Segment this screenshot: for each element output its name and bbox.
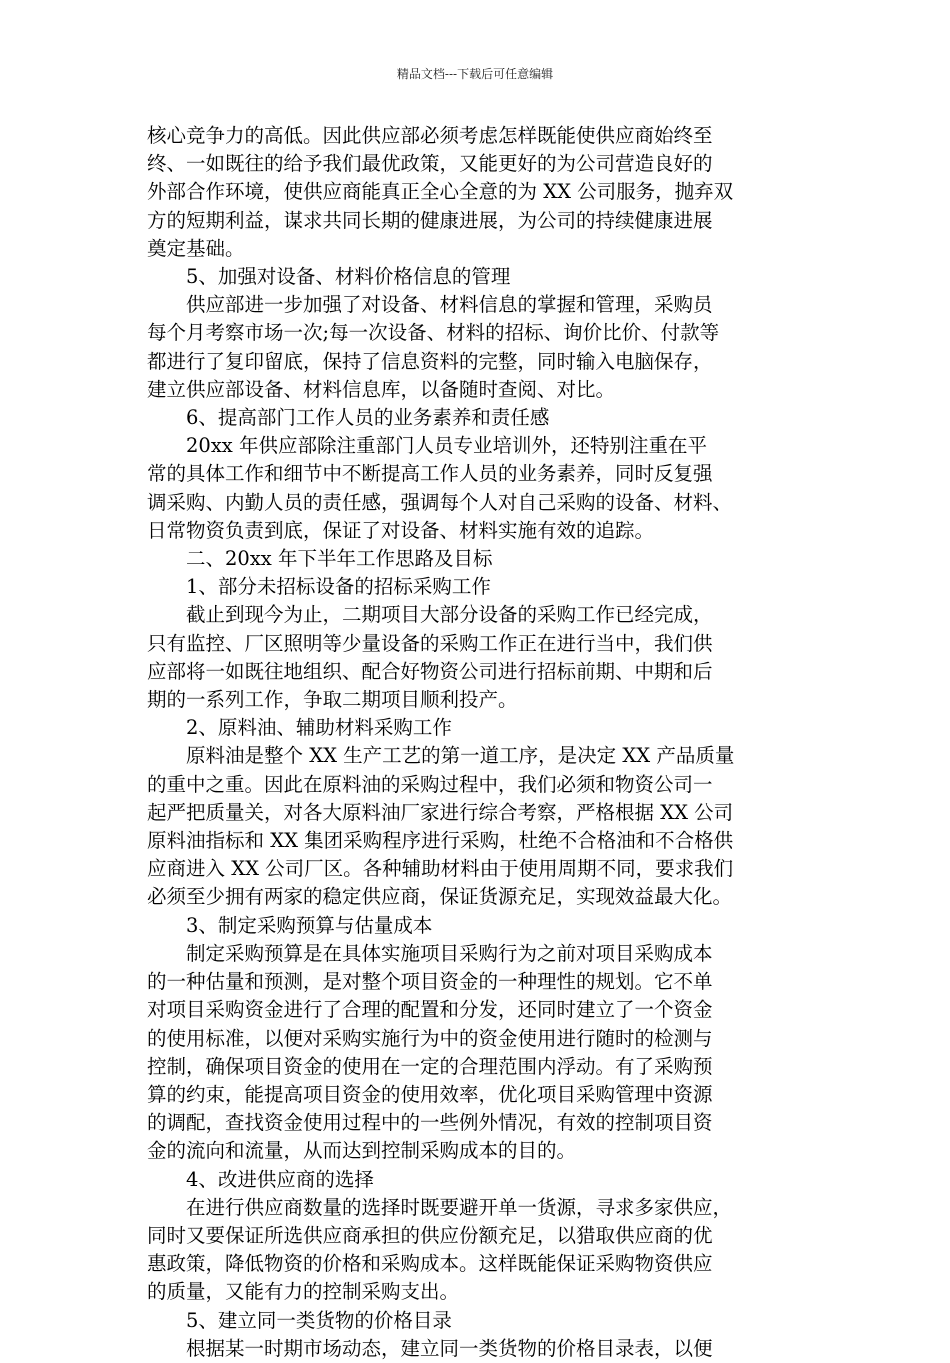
- paragraph: [147, 1194, 815, 1307]
- text-line: 原料油是整个 XX 生产工艺的第一道工序，是决定 XX 产品质量: [186, 744, 735, 768]
- text-line: 截止到现今为止，二期项目大部分设备的采购工作已经完成，: [186, 603, 713, 627]
- text-line: 外部合作环境，使供应商能真正全心全意的为 XX 公司服务，抛弃双: [147, 180, 734, 204]
- text-line: 建立供应部设备、材料信息库，以备随时查阅、对比。: [147, 377, 616, 401]
- text-line: 应商进入 XX 公司厂区。各种辅助材料由于使用周期不同，要求我们: [147, 857, 734, 881]
- paragraph: [147, 1335, 815, 1363]
- text-line: 的使用标准，以便对采购实施行为中的资金使用进行随时的检测与: [147, 1026, 713, 1050]
- document-body: [147, 122, 815, 1363]
- text-line: 供应部进一步加强了对设备、材料信息的掌握和管理，采购员: [186, 293, 713, 317]
- paragraph: [147, 940, 815, 1166]
- text-line: 对项目采购资金进行了合理的配置和分发，还同时建立了一个资金: [147, 998, 713, 1022]
- text-line: 核心竞争力的高低。因此供应部必须考虑怎样既能使供应商始终至: [147, 124, 713, 147]
- text-line: 在进行供应商数量的选择时既要避开单一货源，寻求多家供应，: [186, 1195, 733, 1219]
- text-line: 1、部分未招标设备的招标采购工作: [186, 575, 491, 599]
- text-line: 方的短期利益，谋求共同长期的健康进展，为公司的持续健康进展: [147, 208, 713, 232]
- text-line: 根据某一时期市场动态，建立同一类货物的价格目录表，以便: [186, 1336, 713, 1360]
- text-line: 金的流向和流量，从而达到控制采购成本的目的。: [147, 1139, 577, 1163]
- section-heading: [147, 263, 815, 291]
- section-heading: [147, 1166, 815, 1194]
- text-line: 只有监控、厂区照明等少量设备的采购工作正在进行当中，我们供: [147, 631, 713, 655]
- text-line: 同时又要保证所选供应商承担的供应份额充足，以猎取供应商的优: [147, 1223, 713, 1247]
- section-heading: [147, 573, 815, 601]
- text-line: 控制，确保项目资金的使用在一定的合理范围内浮动。有了采购预: [147, 1054, 713, 1078]
- text-line: 必须至少拥有两家的稳定供应商，保证货源充足，实现效益最大化。: [147, 885, 733, 909]
- text-line: 20xx 年供应部除注重部门人员专业培训外，还特别注重在平: [186, 434, 708, 458]
- section-heading: [147, 714, 815, 742]
- text-line: 算的约束，能提高项目资金的使用效率，优化项目采购管理中资源: [147, 1082, 713, 1106]
- text-line: 的质量，又能有力的控制采购支出。: [147, 1280, 460, 1304]
- text-line: 应部将一如既往地组织、配合好物资公司进行招标前期、中期和后: [147, 659, 713, 683]
- text-line: 起严把质量关，对各大原料油厂家进行综合考察，严格根据 XX 公司: [147, 800, 734, 824]
- text-line: 奠定基础。: [147, 236, 245, 260]
- text-line: 终、一如既往的给予我们最优政策，又能更好的为公司营造良好的: [147, 152, 713, 176]
- paragraph: [147, 601, 815, 714]
- text-line: 3、制定采购预算与估量成本: [186, 913, 433, 937]
- text-line: 5、建立同一类货物的价格目录: [186, 1308, 452, 1332]
- paragraph: [147, 742, 815, 911]
- paragraph: [147, 122, 815, 263]
- text-line: 5、加强对设备、材料价格信息的管理: [186, 265, 511, 289]
- text-line: 常的具体工作和细节中不断提高工作人员的业务素养，同时反复强: [147, 462, 713, 486]
- text-line: 都进行了复印留底，保持了信息资料的完整，同时输入电脑保存，: [147, 349, 713, 373]
- text-line: 调采购、内勤人员的责任感，强调每个人对自己采购的设备、材料、: [147, 490, 733, 514]
- section-heading: [147, 1307, 815, 1335]
- page-header: 精品文档---下载后可任意编辑: [396, 67, 554, 81]
- text-line: 的调配，查找资金使用过程中的一些例外情况，有效的控制项目资: [147, 1111, 713, 1135]
- text-line: 期的一系列工作，争取二期项目顺利投产。: [147, 688, 518, 712]
- text-line: 原料油指标和 XX 集团采购程序进行采购，杜绝不合格油和不合格供: [147, 829, 734, 853]
- text-line: 4、改进供应商的选择: [186, 1167, 374, 1191]
- section-heading: [147, 912, 815, 940]
- text-line: 每个月考察市场一次;每一次设备、材料的招标、询价比价、付款等: [147, 321, 720, 345]
- text-line: 2、原料油、辅助材料采购工作: [186, 716, 452, 740]
- paragraph: [147, 291, 815, 404]
- paragraph: [147, 432, 815, 545]
- text-line: 的一种估量和预测，是对整个项目资金的一种理性的规划。它不单: [147, 970, 713, 994]
- text-line: 的重中之重。因此在原料油的采购过程中，我们必须和物资公司一: [147, 772, 713, 796]
- text-line: 二、20xx 年下半年工作思路及目标: [186, 547, 493, 571]
- text-line: 6、提高部门工作人员的业务素养和责任感: [186, 406, 550, 430]
- text-line: 惠政策，降低物资的价格和采购成本。这样既能保证采购物资供应: [147, 1252, 713, 1276]
- section-heading: [147, 404, 815, 432]
- section-heading: [147, 545, 815, 573]
- text-line: 日常物资负责到底，保证了对设备、材料实施有效的追踪。: [147, 518, 655, 542]
- text-line: 制定采购预算是在具体实施项目采购行为之前对项目采购成本: [186, 941, 713, 965]
